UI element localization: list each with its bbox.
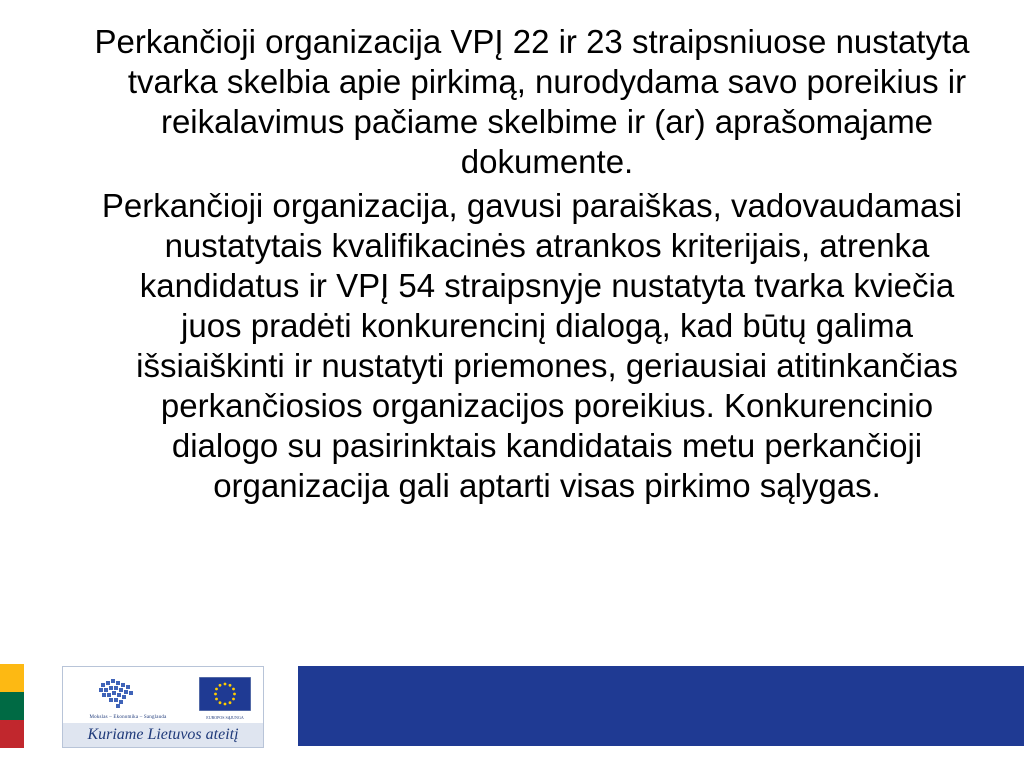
paragraph-1: Perkančioji organizacija VPĮ 22 ir 23 straipsniuose nustatyta tvarka skelbia apie pirkimą, nurodydama savo poreikius ir reikalavimus pačiame skelbime ir (ar) aprašomajame dokumente. xyxy=(94,23,970,180)
lithuania-flag-icon xyxy=(0,664,24,748)
eu-funds-logo xyxy=(62,666,264,748)
lithuania-map-icon xyxy=(97,677,137,711)
logo-right-caption: EUROPOS SĄJUNGA xyxy=(206,715,244,720)
footer-blue-band xyxy=(298,666,1024,746)
logo-left-caption: Mokslas – Ekonomika – Sanglauda xyxy=(89,715,167,720)
slide-body xyxy=(92,22,972,510)
footer xyxy=(0,664,1024,768)
logo-slogan: Kuriame Lietuvos ateitį xyxy=(63,723,263,747)
paragraph-2: Perkančioji organizacija, gavusi paraiškas, vadovaudamasi nustatytais kvalifikacinės atrankos kriterijais, atrenka kandidatus ir VPĮ 54 straipsnyje nustatyta tvarka kviečia juos pradėti konkurencinį dialogą, kad būtų galima išsiaiškinti ir nustatyti priemones, geriausiai atitinkančias perkančiosios organizacijos poreikius. Konkurencinio dialogo su pasirinktais kandidatais metu perkančioji organizacija gali aptarti visas pirkimo sąlygas. xyxy=(101,187,963,504)
eu-flag-icon xyxy=(199,677,251,711)
